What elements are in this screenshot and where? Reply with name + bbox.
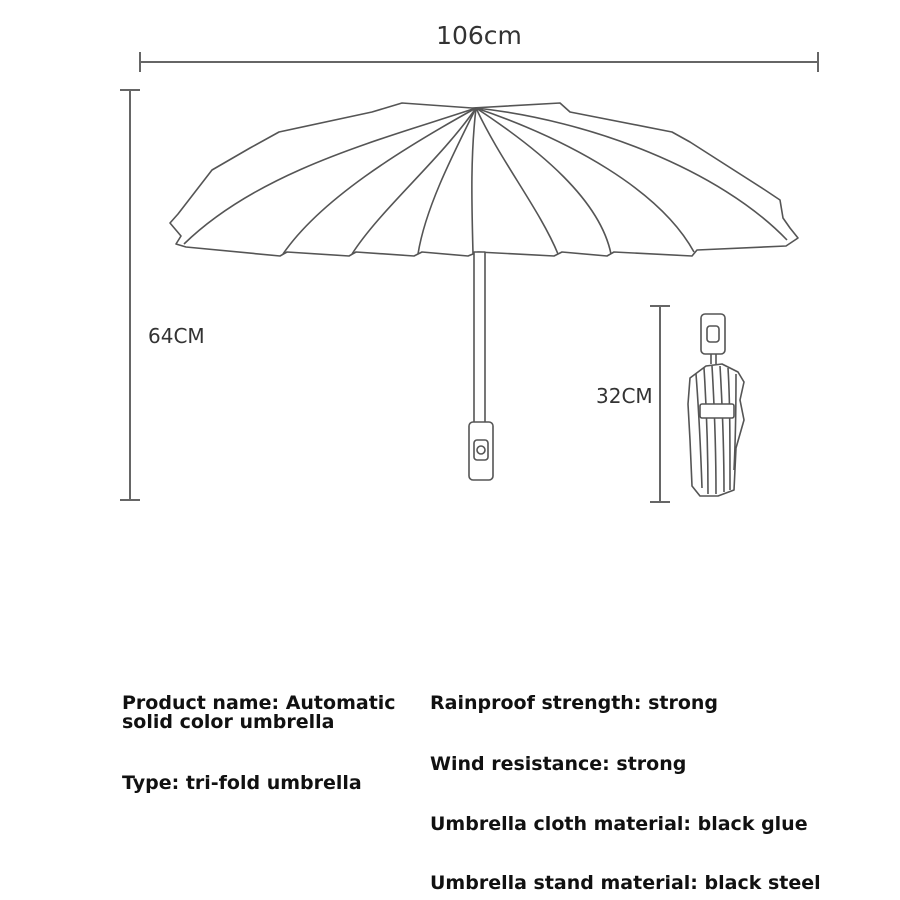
folded-label: 32CM (596, 384, 653, 408)
height-label: 64CM (148, 324, 205, 348)
height-dimension-line (120, 90, 140, 500)
spec-product-name-val-2: solid color umbrella (122, 711, 335, 733)
shaft (474, 252, 485, 424)
spec-type (122, 774, 362, 793)
spec-cloth-val: black glue (697, 813, 808, 835)
folded-dimension-line (650, 306, 670, 502)
spec-product-name (122, 694, 396, 732)
spec-product-name-key: Product name: (122, 692, 280, 714)
spec-product-name-val-1: Automatic (285, 692, 396, 714)
spec-stand-key: Umbrella stand material: (430, 872, 698, 894)
spec-rainproof-val: strong (648, 692, 719, 714)
folded-umbrella (688, 314, 744, 496)
spec-type-val: tri-fold umbrella (185, 772, 362, 794)
spec-stand-val: black steel (704, 872, 821, 894)
canopy-outline (170, 103, 798, 256)
spec-type-key: Type: (122, 772, 180, 794)
spec-wind-val: strong (616, 753, 687, 775)
spec-cloth (430, 815, 808, 834)
spec-wind-key: Wind resistance: (430, 753, 610, 775)
width-dimension-line (140, 52, 818, 72)
spec-rainproof-key: Rainproof strength: (430, 692, 642, 714)
spec-cloth-key: Umbrella cloth material: (430, 813, 691, 835)
handle-button (474, 440, 488, 460)
spec-wind (430, 755, 686, 774)
spec-rainproof (430, 694, 718, 713)
width-label: 106cm (436, 21, 522, 50)
spec-stand (430, 874, 821, 893)
folded-strap (700, 404, 734, 418)
